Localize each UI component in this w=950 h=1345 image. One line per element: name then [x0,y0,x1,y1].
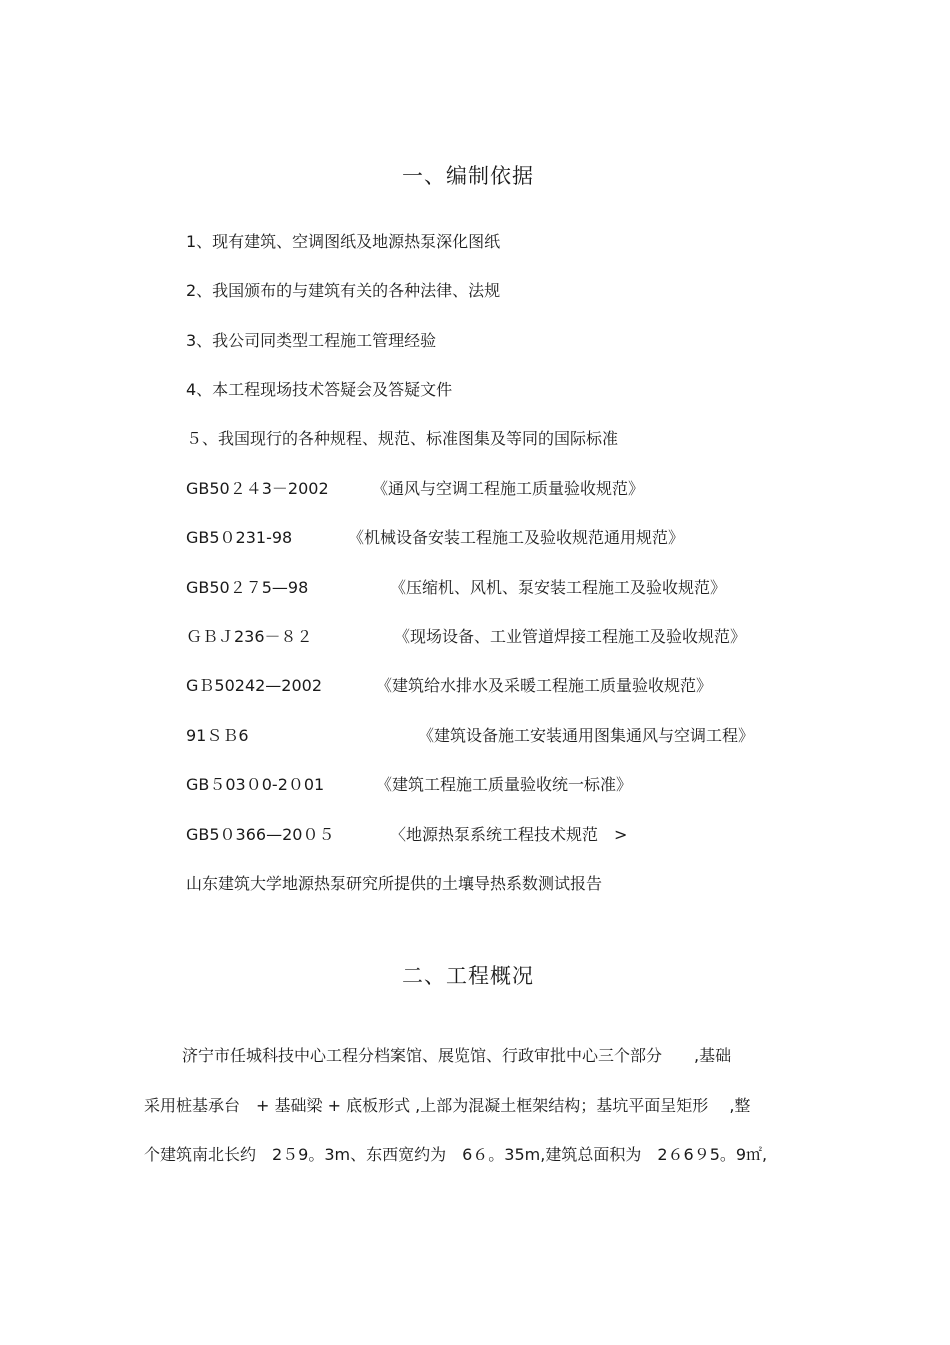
overview-line-3: 个建筑南北长约 2５9。3m、东西宽约为 6６。35m,建筑总面积为 2６6９5。9㎡, [144,1145,768,1164]
basis-item-3: 3、我公司同类型工程施工管理经验 [186,331,437,350]
standard-title: 《建筑工程施工质量验收统一标准》 [376,775,633,794]
section-heading-overview: 二、工程概况 [402,964,534,988]
standard-code: GB50２４3－2002 [186,479,329,498]
standard-code: GＢ50242—2002 [186,676,323,695]
standard-code: 91ＳＢ6 [186,726,249,745]
basis-item-2: 2、我国颁布的与建筑有关的各种法律、法规 [186,281,501,300]
standard-title: 〈地源热泵系统工程技术规范 > [390,825,628,844]
standard-title: 《通风与空调工程施工质量验收规范》 [372,479,645,498]
standard-title: 《建筑给水排水及采暖工程施工质量验收规范》 [376,676,713,695]
standard-code: ＧＢＪ236－８２ [186,627,313,646]
section-heading-basis: 一、编制依据 [402,164,534,188]
basis-item-1: 1、现有建筑、空调图纸及地源热泵深化图纸 [186,232,501,251]
standard-title: 《现场设备、工业管道焊接工程施工及验收规范》 [394,627,747,646]
overview-line-2: 采用桩基承台 + 基础梁 + 底板形式 ,上部为混凝土框架结构；基坑平面呈矩形 ,整 [144,1096,751,1115]
standard-code: GB5０366—20０５ [186,825,335,844]
basis-item-5: ５、我国现行的各种规程、规范、标准图集及等同的国际标准 [186,429,619,448]
basis-item-4: 4、本工程现场技术答疑会及答疑文件 [186,380,453,399]
standard-code: GB５03０0-2０01 [186,775,325,794]
standard-title: 《压缩机、风机、泵安装工程施工及验收规范》 [390,578,727,597]
standard-code: GB50２７5—98 [186,578,309,597]
standard-code: GB5０231-98 [186,528,293,547]
standard-title: 《机械设备安装工程施工及验收规范通用规范》 [348,528,685,547]
basis-note: 山东建筑大学地源热泵研究所提供的土壤导热系数测试报告 [186,874,603,893]
standard-title: 《建筑设备施工安装通用图集通风与空调工程》 [418,726,755,745]
overview-line-1: 济宁市任城科技中心工程分档案馆、展览馆、行政审批中心三个部分 ,基础 [182,1046,732,1065]
